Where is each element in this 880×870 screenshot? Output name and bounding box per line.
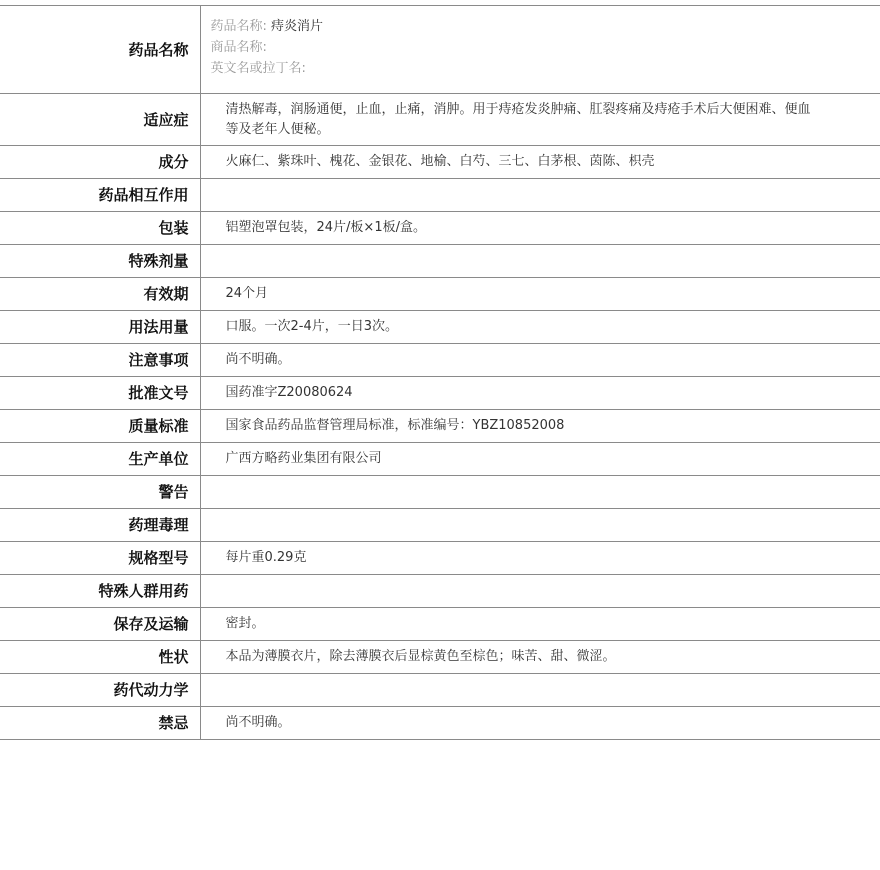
row-label: 保存及运输 [0,608,200,641]
row-label: 禁忌 [0,707,200,740]
row-value: 国药准字Z20080624 [200,377,880,410]
table-row [0,410,880,443]
row-label: 性状 [0,641,200,674]
trade-name-line [211,37,821,58]
row-value: 火麻仁、紫珠叶、槐花、金银花、地榆、白芍、三七、白茅根、茵陈、枳壳 [200,146,880,179]
row-value: 每片重0.29克 [200,542,880,575]
row-label: 警告 [0,476,200,509]
row-label: 包装 [0,212,200,245]
table-row [0,707,880,740]
row-value: 国家食品药品监督管理局标准，标准编号：YBZ10852008 [200,410,880,443]
row-value: 尚不明确。 [200,707,880,740]
row-label: 适应症 [0,94,200,146]
table-row [0,443,880,476]
trade-name-key: 商品名称: [210,40,267,55]
table-row [0,245,880,278]
table-row [0,674,880,707]
row-label: 药理毒理 [0,509,200,542]
row-label: 成分 [0,146,200,179]
row-label: 药品相互作用 [0,179,200,212]
row-value: 铝塑泡罩包装，24片/板×1板/盒。 [200,212,880,245]
row-label: 质量标准 [0,410,200,443]
row-label: 药代动力学 [0,674,200,707]
generic-name-key: 药品名称: [210,19,267,34]
row-label: 用法用量 [0,311,200,344]
row-value: 24个月 [200,278,880,311]
english-name-key: 英文名或拉丁名: [210,61,306,76]
row-label: 注意事项 [0,344,200,377]
row-value: 本品为薄膜衣片，除去薄膜衣后显棕黄色至棕色；味苦、甜、微涩。 [200,641,880,674]
row-label: 特殊剂量 [0,245,200,278]
table-row [0,212,880,245]
table-row [0,476,880,509]
row-value [200,674,880,707]
table-row [0,311,880,344]
drug-name-values [200,6,880,94]
row-value [200,245,880,278]
row-value: 密封。 [200,608,880,641]
row-label: 批准文号 [0,377,200,410]
row-value [200,179,880,212]
table-row [0,608,880,641]
row-label: 规格型号 [0,542,200,575]
row-value [200,575,880,608]
drug-name-label: 药品名称 [0,6,200,94]
row-value: 广西方略药业集团有限公司 [200,443,880,476]
drug-name-row [0,6,880,94]
row-value [200,476,880,509]
row-value [200,509,880,542]
table-row [0,179,880,212]
row-label: 特殊人群用药 [0,575,200,608]
table-row [0,509,880,542]
table-row [0,575,880,608]
table-row [0,278,880,311]
table-row [0,344,880,377]
row-value: 口服。一次2-4片，一日3次。 [200,311,880,344]
row-value: 清热解毒，润肠通便，止血，止痛，消肿。用于痔疮发炎肿痛、肛裂疼痛及痔疮手术后大便困难、便血等及老年人便秘。 [200,94,880,146]
row-label: 生产单位 [0,443,200,476]
table-row [0,377,880,410]
english-name-line [211,58,821,79]
table-row [0,542,880,575]
row-value: 尚不明确。 [200,344,880,377]
table-row [0,94,880,146]
row-label: 有效期 [0,278,200,311]
generic-name-line [211,16,821,37]
generic-name-value: 痔炎消片 [271,19,324,34]
table-row [0,146,880,179]
drug-info-table [0,5,880,740]
table-row [0,641,880,674]
